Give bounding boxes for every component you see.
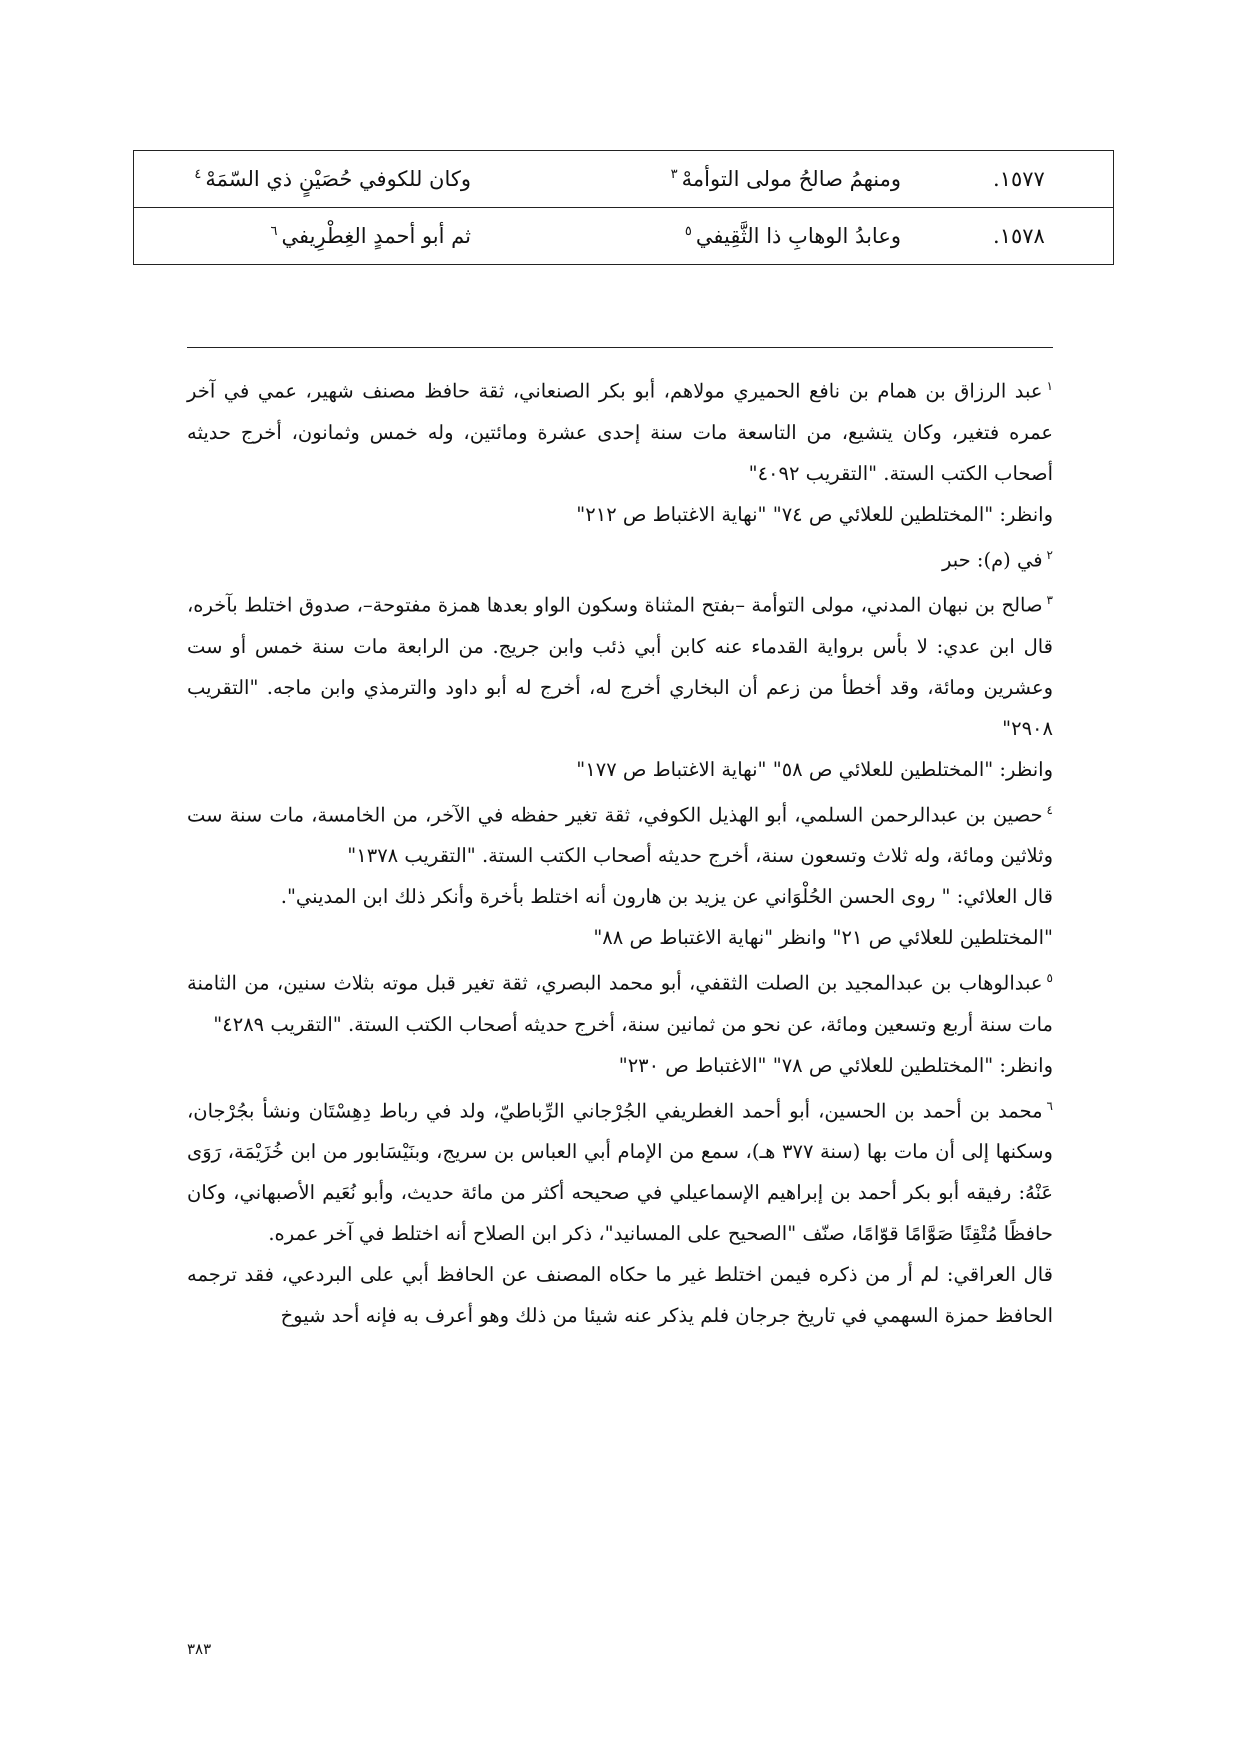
footnote-continuation — [187, 749, 1053, 790]
footnote-continuation — [187, 494, 1053, 535]
verse-number: ١٥٧٨. — [993, 224, 1045, 248]
hemistich-first: ومنهمُ صالحُ مولى التوأمهْ — [681, 167, 901, 191]
footnote-text: عبد الرزاق بن همام بن نافع الحميري مولاهم، أبو بكر الصنعاني، ثقة حافظ مصنف شهير، عمي في آخر عمره فتغير، وكان يتشيع، من التاسعة مات سنة إحدى عشرة ومائتين، وله خمس وثمانون، أخرج حديثه أصحاب الكتب الستة. "التقريب ٤٠٩٢" — [187, 379, 1053, 485]
footnote-number: ٤ — [1046, 802, 1053, 817]
hemistich-first-cell — [481, 208, 981, 265]
footnote — [187, 958, 1053, 1045]
footnote-number: ١ — [1046, 379, 1053, 393]
verse-number-cell — [981, 151, 1114, 208]
hemistich-second-cell — [134, 151, 482, 208]
footnote-text: عبدالوهاب بن عبدالمجيد بن الصلت الثقفي، أبو محمد البصري، ثقة تغير قبل موته بثلاث سنين، من الثامنة مات سنة أربع وتسعين ومائة، عن نحو من ثمانين سنة، أخرج حديثه أصحاب الكتب الستة. "التقريب ٤٢٨٩" — [187, 971, 1053, 1036]
footnote-text: في (م): حبر — [942, 548, 1043, 571]
footnote-marker: ٤ — [194, 167, 202, 182]
footnote — [187, 580, 1053, 749]
footnote — [187, 366, 1053, 494]
footnotes — [187, 366, 1053, 1336]
footnote-number: ٣ — [1046, 593, 1053, 607]
footnote-number: ٥ — [1046, 971, 1053, 985]
hemistich-first: وعابدُ الوهابِ ذا الثَّقِيفي — [695, 224, 901, 248]
verse-row — [134, 208, 1114, 265]
footnote — [187, 1086, 1053, 1255]
footnote-separator — [187, 347, 1053, 348]
verse-number-cell — [981, 208, 1114, 265]
footnote-marker: ٣ — [670, 167, 678, 182]
footnote-text: قال العراقي: لم أر من ذكره فيمن اختلط غير ما حكاه المصنف عن الحافظ أبي على البردعي، فقد ترجمه الحافظ حمزة السهمي في تاريخ جرجان فلم يذكر عنه شيئا من ذلك وهو أعرف به فإنه أحد شيوخ — [187, 1263, 1053, 1327]
hemistich-first-cell — [481, 151, 981, 208]
footnote-number: ٢ — [1046, 547, 1053, 562]
footnote-text: حصين بن عبدالرحمن السلمي، أبو الهذيل الكوفي، ثقة تغير حفظه في الآخر، من الخامسة، مات سنة ست وثلاثين ومائة، وله ثلاث وتسعون سنة، أخرج حديثه أصحاب الكتب الستة. "التقريب ١٣٧٨" — [187, 803, 1053, 867]
verse-row — [134, 151, 1114, 208]
footnote-continuation — [187, 1045, 1053, 1086]
footnote-text: وانظر: "المختلطين للعلائي ص ٧٨" "الاغتباط ص ٢٣٠" — [618, 1053, 1053, 1077]
footnote-text: "المختلطين للعلائي ص ٢١" وانظر "نهاية الاغتباط ص ٨٨" — [593, 926, 1053, 949]
footnote-text: وانظر: "المختلطين للعلائي ص ٥٨" "نهاية الاغتباط ص ١٧٧" — [576, 757, 1053, 781]
verse-number: ١٥٧٧. — [993, 167, 1045, 191]
footnote-continuation — [187, 876, 1053, 917]
footnote-text: وانظر: "المختلطين للعلائي ص ٧٤" "نهاية الاغتباط ص ٢١٢" — [576, 502, 1053, 526]
hemistich-second-cell — [134, 208, 482, 265]
footnote-continuation — [187, 917, 1053, 958]
footnote — [187, 535, 1053, 581]
footnote-text: قال العلائي: " روى الحسن الحُلْوَاني عن يزيد بن هارون أنه اختلط بأخرة وأنكر ذلك ابن المديني". — [280, 885, 1053, 908]
footnote-marker: ٦ — [270, 224, 278, 239]
footnote-number: ٦ — [1046, 1098, 1053, 1113]
footnote-marker: ٥ — [684, 224, 692, 239]
hemistich-second: وكان للكوفي حُصَيْنٍ ذي السّمَهْ — [205, 167, 471, 191]
footnote-text: صالح بن نبهان المدني، مولى التوأمة –بفتح المثناة وسكون الواو بعدها همزة مفتوحة–، صدوق اختلط بآخره، قال ابن عدي: لا بأس برواية القدماء عنه كابن أبي ذئب وابن جريج. من الرابعة مات سنة خمس أو ست وعشرين ومائة، وقد أخطأ من زعم أن البخاري أخرج له، أخرج له أبو داود والترمذي وابن ماجه. "التقريب ٢٩٠٨" — [187, 593, 1053, 740]
footnote — [187, 790, 1053, 877]
page-number: ٣٨٣ — [187, 1640, 212, 1658]
footnote-text: محمد بن أحمد بن الحسين، أبو أحمد الغطريفي الجُرْجاني الرِّباطيّ، ولد في رباط دِهِسْتَان ونشأ بجُرْجان، وسكنها إلى أن مات بها (سنة ٣٧٧ هـ)، سمع من الإمام أبي العباس بن سريج، وبنَيْسَابور من ابن خُزَيْمَة، رَوَى عَنْهُ: رفيقه أبو بكر أحمد بن إبراهيم الإسماعيلي في صحيحه أكثر من مائة حديث، وأبو نُعَيم الأصبهاني، وكان حافظًا مُتْقِنًا صَوَّامًا قوّامًا، صنّف "الصحيح على المسانيد"، ذكر ابن الصلاح أنه اختلط في آخر عمره. — [187, 1099, 1053, 1245]
verse-table — [133, 150, 1114, 265]
hemistich-second: ثم أبو أحمدٍ الغِطْرِيفي — [281, 224, 471, 248]
footnote-continuation — [187, 1254, 1053, 1336]
